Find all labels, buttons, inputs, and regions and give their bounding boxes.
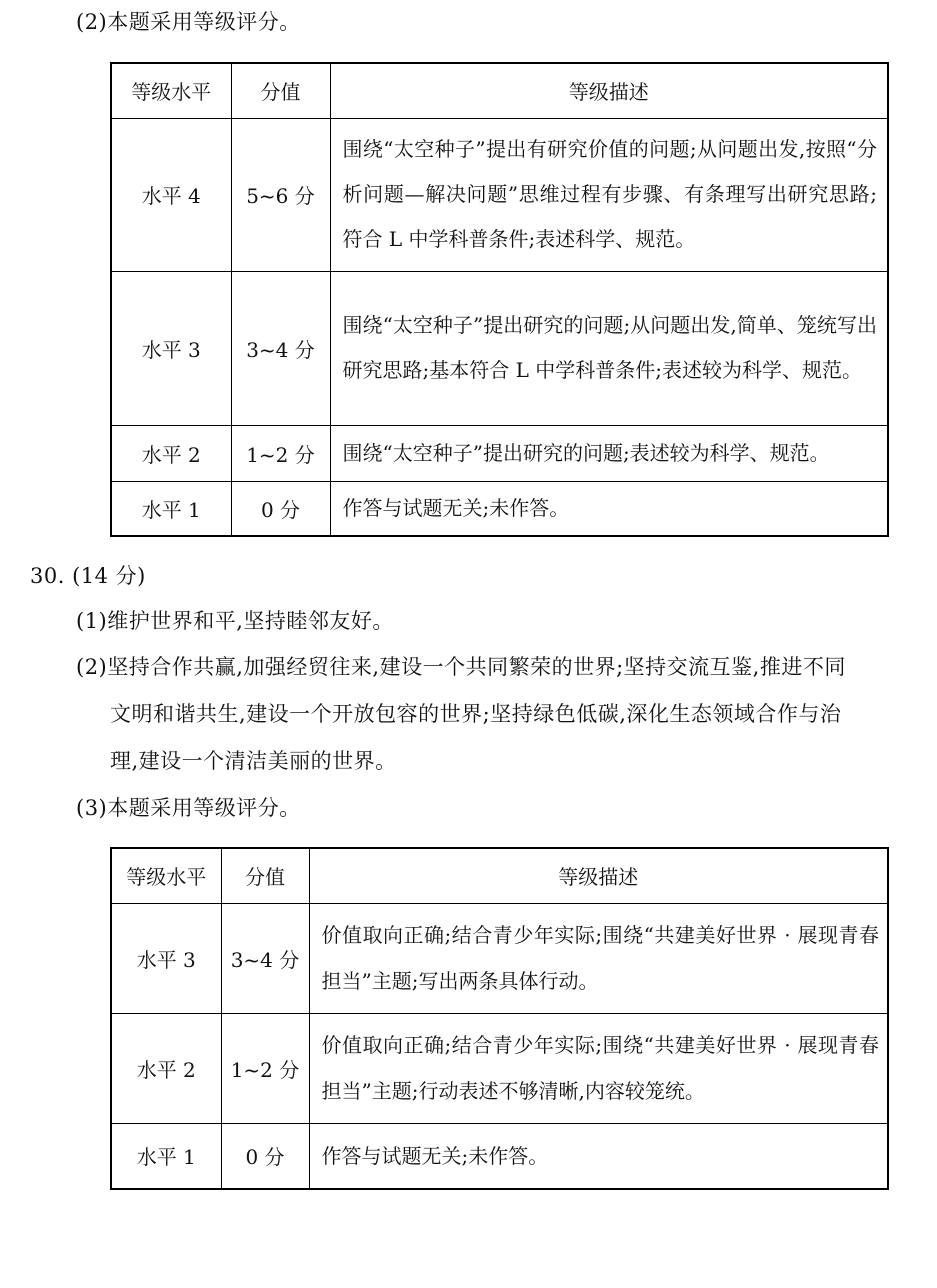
level-cell: 水平 2 <box>111 425 231 481</box>
score-cell: 0 分 <box>221 1123 309 1189</box>
table-row <box>111 271 888 425</box>
q30-part2-line-1: (2)坚持合作共赢,加强经贸往来,建设一个共同繁荣的世界;坚持交流互鉴,推进不同 <box>76 655 846 679</box>
table-row <box>111 1123 888 1189</box>
q30-part1: (1)维护世界和平,坚持睦邻友好。 <box>76 609 394 633</box>
score-cell: 0 分 <box>231 481 330 536</box>
q30-part2-line-3: 理,建设一个清洁美丽的世界。 <box>110 749 397 773</box>
header-level: 等级水平 <box>111 63 231 118</box>
level-cell: 水平 1 <box>111 1123 221 1189</box>
level-cell: 水平 4 <box>111 118 231 271</box>
table-row <box>111 425 888 481</box>
score-cell: 1~2 分 <box>221 1013 309 1123</box>
q29-part2-text: (2)本题采用等级评分。 <box>76 10 301 34</box>
q30-part2-line-2: 文明和谐共生,建设一个开放包容的世界;坚持绿色低碳,深化生态领域合作与治 <box>110 702 842 726</box>
score-cell: 3~4 分 <box>221 903 309 1013</box>
description-cell: 价值取向正确;结合青少年实际;围绕“共建美好世界 · 展现青春担当”主题;写出两条具体行动。 <box>309 903 888 1013</box>
score-cell: 5~6 分 <box>231 118 330 271</box>
level-cell: 水平 3 <box>111 903 221 1013</box>
description-cell: 围绕“太空种子”提出研究的问题;表述较为科学、规范。 <box>330 425 888 481</box>
description-cell: 围绕“太空种子”提出有研究价值的问题;从问题出发,按照“分析问题—解决问题”思维过程有步骤、有条理写出研究思路;符合 L 中学科普条件;表述科学、规范。 <box>330 118 888 271</box>
level-cell: 水平 2 <box>111 1013 221 1123</box>
level-cell: 水平 1 <box>111 481 231 536</box>
table-header-row <box>111 63 888 118</box>
header-description: 等级描述 <box>309 848 888 903</box>
description-cell: 围绕“太空种子”提出研究的问题;从问题出发,简单、笼统写出研究思路;基本符合 L 中学科普条件;表述较为科学、规范。 <box>330 271 888 425</box>
table-row <box>111 118 888 271</box>
score-cell: 1~2 分 <box>231 425 330 481</box>
q30-heading: 30. (14 分) <box>30 564 146 588</box>
table-row <box>111 903 888 1013</box>
description-cell: 价值取向正确;结合青少年实际;围绕“共建美好世界 · 展现青春担当”主题;行动表述不够清晰,内容较笼统。 <box>309 1013 888 1123</box>
header-level: 等级水平 <box>111 848 221 903</box>
header-score: 分值 <box>221 848 309 903</box>
level-cell: 水平 3 <box>111 271 231 425</box>
grading-table-1 <box>110 62 889 537</box>
score-cell: 3~4 分 <box>231 271 330 425</box>
description-cell: 作答与试题无关;未作答。 <box>330 481 888 536</box>
table-row <box>111 481 888 536</box>
table-row <box>111 1013 888 1123</box>
grading-table-2 <box>110 847 889 1190</box>
header-score: 分值 <box>231 63 330 118</box>
table-header-row <box>111 848 888 903</box>
description-cell: 作答与试题无关;未作答。 <box>309 1123 888 1189</box>
header-description: 等级描述 <box>330 63 888 118</box>
q30-part3: (3)本题采用等级评分。 <box>76 796 301 820</box>
